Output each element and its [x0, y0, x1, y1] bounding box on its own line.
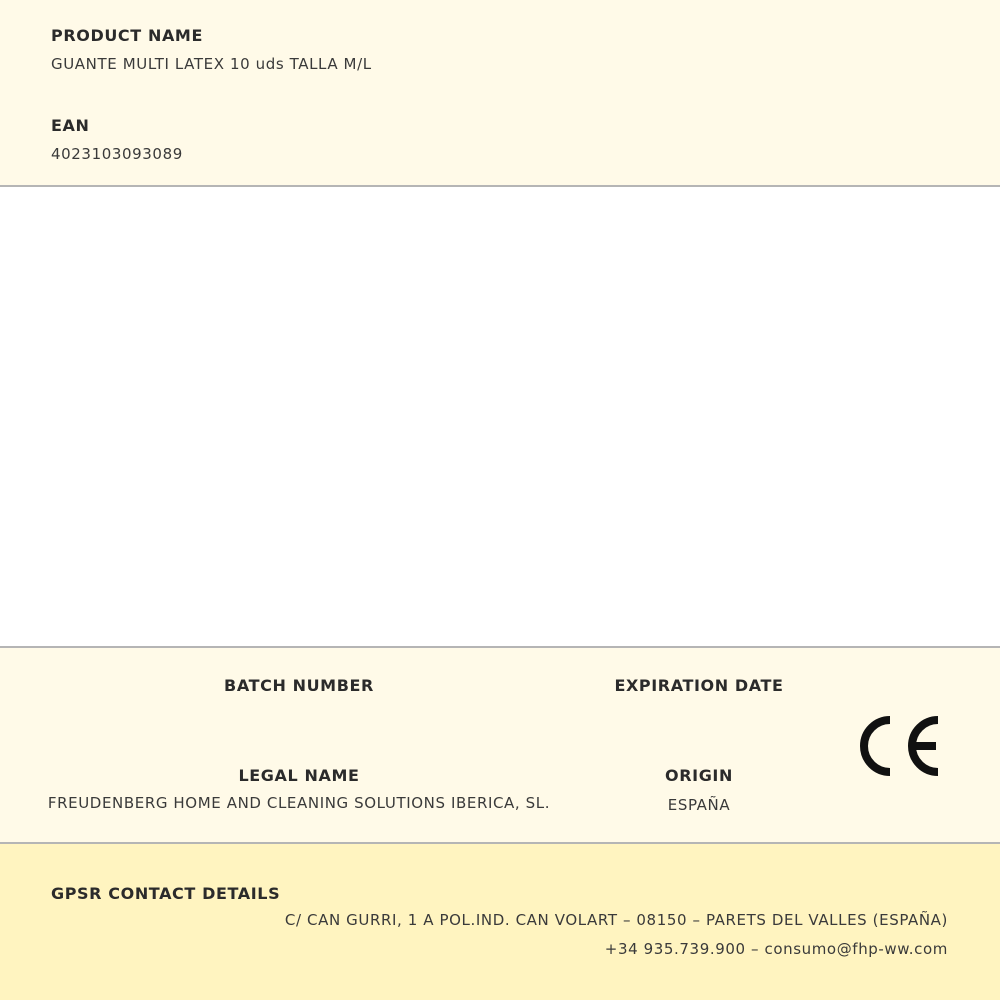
legal-name-label: LEGAL NAME	[238, 766, 360, 785]
expiration-date-label: EXPIRATION DATE	[614, 676, 784, 695]
blank-area	[0, 187, 1000, 646]
product-name-value: GUANTE MULTI LATEX 10 uds TALLA M/L	[51, 55, 372, 73]
contact-phone-email: +34 935.739.900 – consumo@fhp-ww.com	[604, 940, 948, 958]
product-name-label: PRODUCT NAME	[51, 26, 203, 45]
ean-value: 4023103093089	[51, 145, 183, 163]
origin-value: ESPAÑA	[667, 796, 731, 814]
ean-label: EAN	[51, 116, 90, 135]
origin-label: ORIGIN	[665, 766, 733, 785]
info-section	[0, 646, 1000, 844]
contact-section	[0, 844, 1000, 1000]
legal-name-value: FREUDENBERG HOME AND CLEANING SOLUTIONS IBERICA, SL.	[47, 794, 551, 812]
ce-mark-icon	[858, 716, 942, 776]
batch-number-label: BATCH NUMBER	[224, 676, 374, 695]
contact-address: C/ CAN GURRI, 1 A POL.IND. CAN VOLART – 08150 – PARETS DEL VALLES (ESPAÑA)	[284, 911, 948, 929]
product-section	[0, 0, 1000, 187]
gpsr-contact-label: GPSR CONTACT DETAILS	[51, 884, 281, 903]
